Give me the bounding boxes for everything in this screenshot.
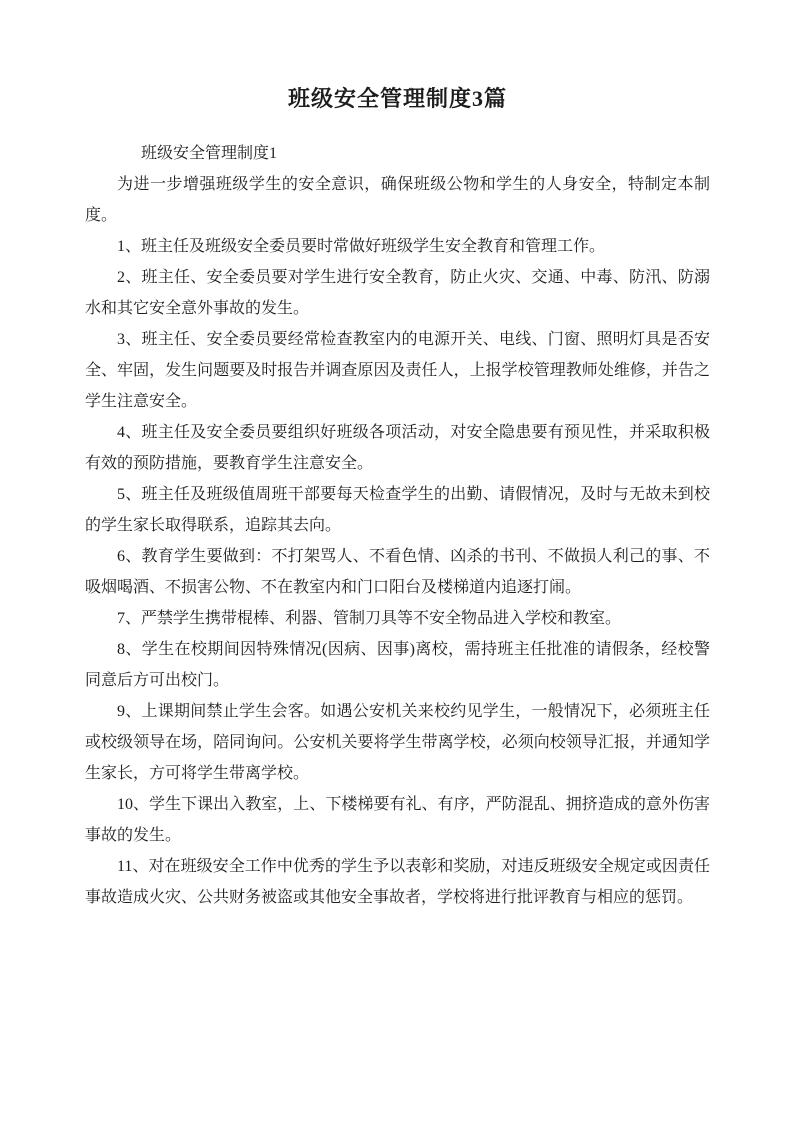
paragraph-item-6: 6、教育学生要做到：不打架骂人、不看色情、凶杀的书刊、不做损人利己的事、不吸烟喝酒、不损害公物、不在教室内和门口阳台及楼梯道内追逐打闹。 (85, 548, 710, 596)
paragraph-item-8: 8、学生在校期间因特殊情况(因病、因事)离校，需持班主任批准的请假条，经校警同意后方可出校门。 (85, 641, 710, 689)
section-heading: 班级安全管理制度1 (141, 145, 278, 162)
paragraph-item-11: 11、对在班级安全工作中优秀的学生予以表彰和奖励，对违反班级安全规定或因责任事故造成火灾、公共财务被盗或其他安全事故者，学校将进行批评教育与相应的惩罚。 (85, 858, 710, 906)
paragraph-item-4: 4、班主任及安全委员要组织好班级各项活动，对安全隐患要有预见性，并采取积极有效的预防措施，要教育学生注意安全。 (85, 424, 710, 472)
paragraph-item-10: 10、学生下课出入教室，上、下楼梯要有礼、有序，严防混乱、拥挤造成的意外伤害事故的发生。 (85, 796, 710, 844)
document-title: 班级安全管理制度3篇 (287, 86, 507, 111)
paragraph-item-7: 7、严禁学生携带棍棒、利器、管制刀具等不安全物品进入学校和教室。 (117, 610, 622, 627)
document-body (85, 138, 710, 913)
paragraph-item-2: 2、班主任、安全委员要对学生进行安全教育，防止火灾、交通、中毒、防汛、防溺水和其它安全意外事故的发生。 (85, 269, 710, 317)
paragraph-item-1: 1、班主任及班级安全委员要时常做好班级学生安全教育和管理工作。 (117, 238, 606, 255)
paragraph-item-5: 5、班主任及班级值周班干部要每天检查学生的出勤、请假情况，及时与无故未到校的学生家长取得联系，追踪其去向。 (85, 486, 710, 534)
paragraph-item-3: 3、班主任、安全委员要经常检查教室内的电源开关、电线、门窗、照明灯具是否安全、牢固，发生问题要及时报告并调查原因及责任人，上报学校管理教师处维修，并告之学生注意安全。 (85, 331, 710, 410)
paragraph-item-9: 9、上课期间禁止学生会客。如遇公安机关来校约见学生，一般情况下，必须班主任或校级领导在场，陪同询问。公安机关要将学生带离学校，必须向校领导汇报，并通知学生家长，方可将学生带离学校。 (85, 703, 710, 782)
paragraph-intro: 为进一步增强班级学生的安全意识，确保班级公物和学生的人身安全，特制定本制度。 (85, 176, 710, 224)
